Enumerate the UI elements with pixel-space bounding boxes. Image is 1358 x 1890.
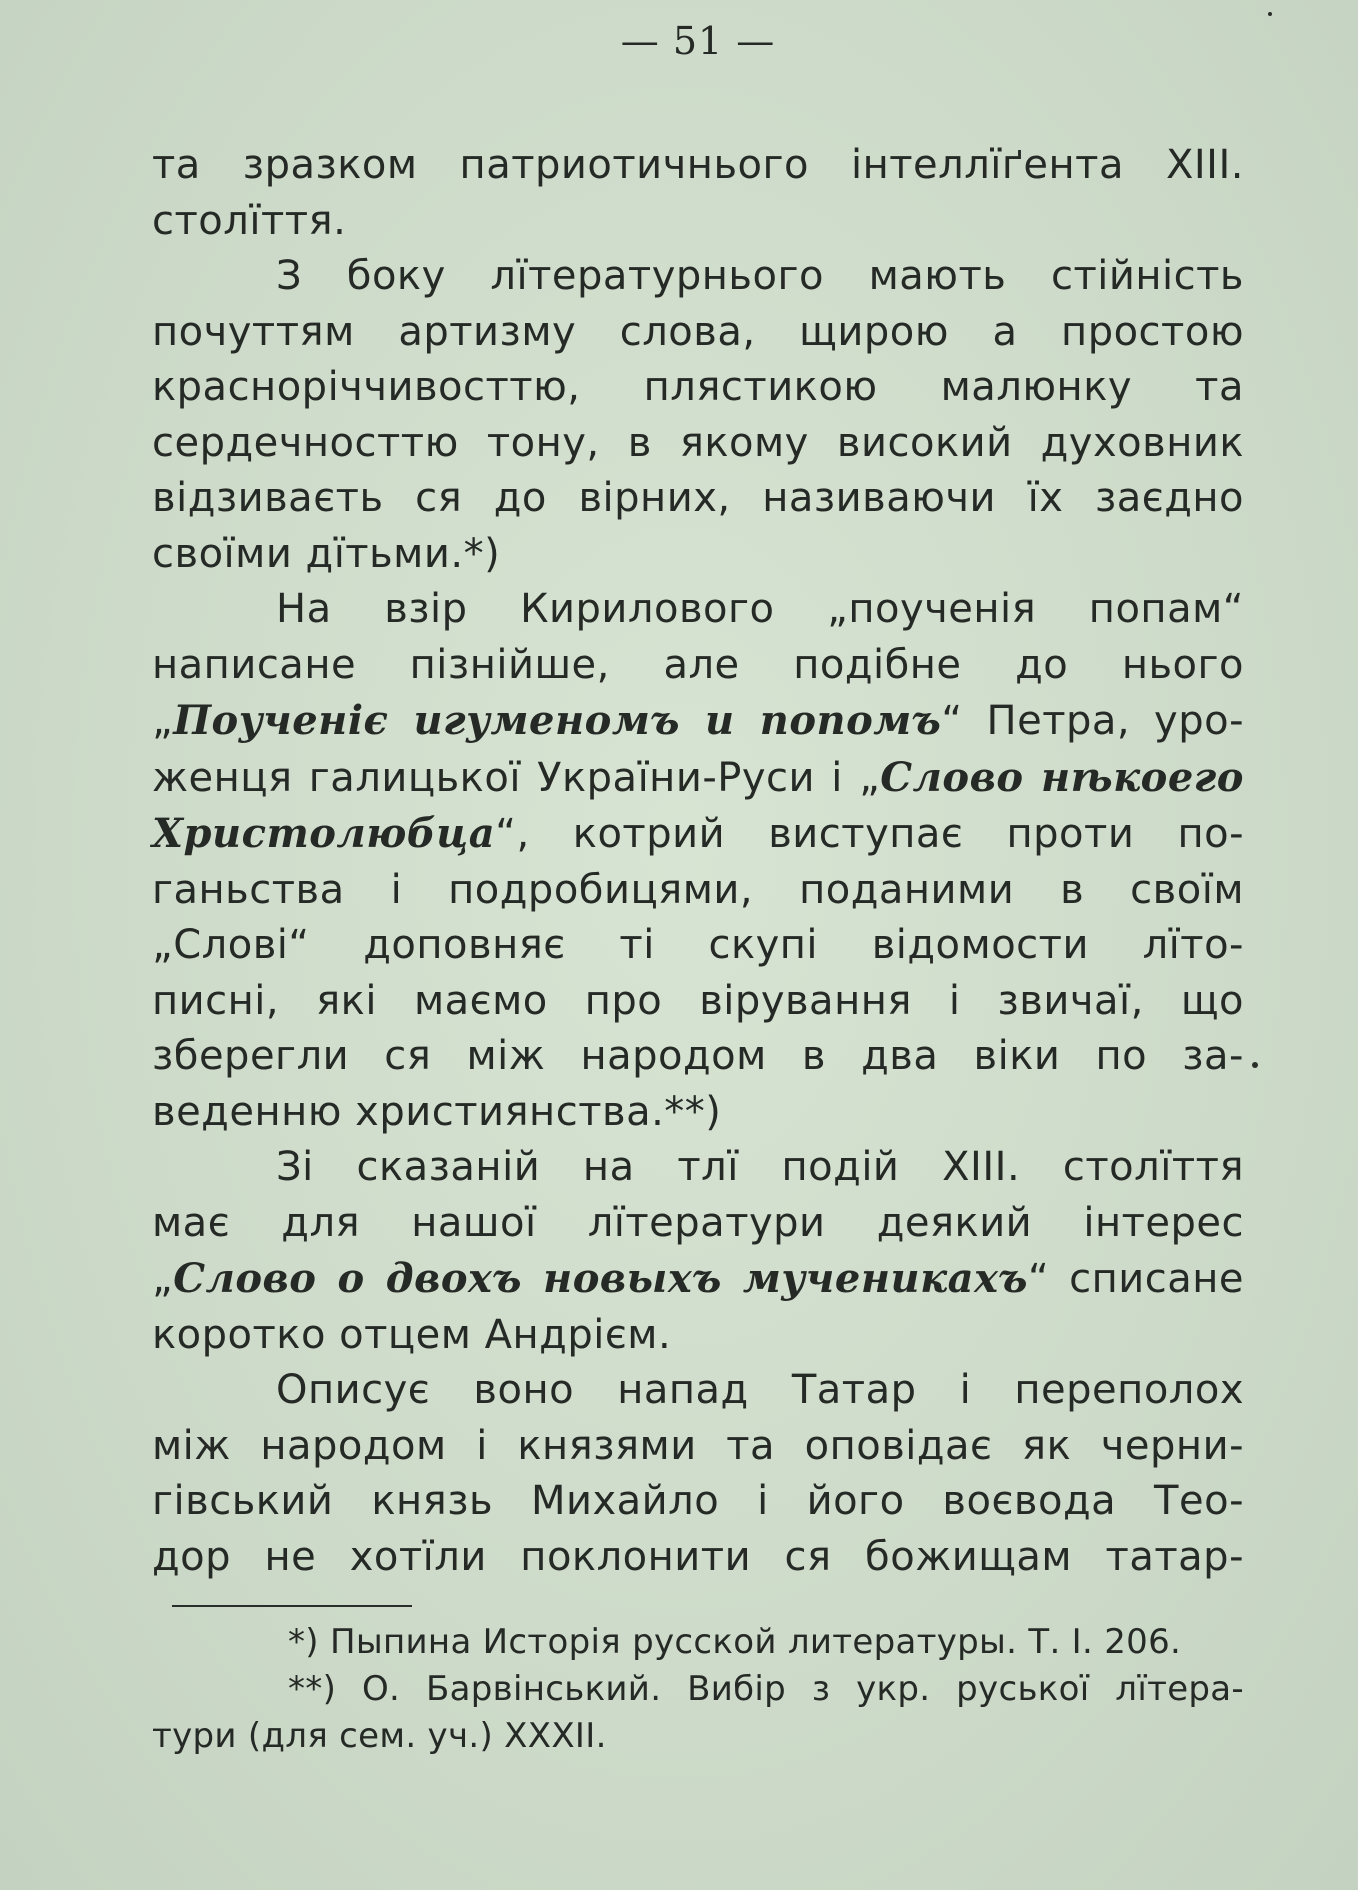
text-line: Христолюбца“, котрий виступає проти по- — [152, 810, 1244, 857]
text-line: писні, які маємо про вірування і звичаї, що — [152, 977, 1244, 1024]
text-line: женця галицької України-Руси і „Слово нѣкоего — [152, 753, 1244, 801]
text-line: „Поученіє игуменомъ и попомъ“ Петра, уро- — [152, 697, 1244, 744]
text-line: „Слові“ доповняє ті скупі відомости лїто- — [152, 922, 1244, 968]
paragraph — [152, 249, 1244, 582]
italic-title: Слово о двохъ новыхъ мученикахъ — [173, 1255, 1029, 1302]
text-line: На взір Кирилового „поученія попам“ — [276, 586, 1244, 632]
footnotes — [152, 1619, 1244, 1760]
paragraph — [152, 582, 1244, 1140]
text-line: має для нашої лїтератури деякий інтерес — [152, 1199, 1244, 1246]
italic-title: Христолюбца — [152, 810, 496, 857]
footnote: *) Пыпина Исторія русской литературы. Т. І. 206. — [288, 1622, 1182, 1662]
text-line: дор не хотїли поклонити ся божищам татар- — [152, 1533, 1244, 1580]
text-line: красноріччивосттю, плястикою малюнку та — [152, 364, 1244, 410]
text-line: З боку лїтературнього мають стійність — [276, 253, 1244, 299]
italic-title: Слово нѣкоего — [880, 753, 1244, 801]
print-speck — [1252, 1062, 1258, 1068]
text-line: ганьства і подробицями, поданими в своїм — [152, 866, 1244, 913]
footnote-rule — [172, 1605, 412, 1607]
text-line: написане пізнійше, але подібне до нього — [152, 641, 1244, 688]
print-speck — [1268, 12, 1272, 16]
text-line: Описує воно напад Татар і переполох — [276, 1367, 1244, 1413]
text-line: сердечносттю тону, в якому високий духовник — [152, 419, 1244, 466]
footnote: **) О. Барвінський. Вибір з укр. руської лїтера- — [288, 1669, 1244, 1709]
paragraph — [152, 1140, 1244, 1363]
text-line: гівський князь Михайло і його воєвода Тео- — [152, 1478, 1244, 1524]
footnote: тури (для сем. уч.) XXXII. — [152, 1716, 607, 1756]
text-line: столїття. — [152, 197, 347, 244]
paragraph — [152, 138, 1244, 249]
page-number: — 51 — — [620, 19, 776, 63]
text-line: своїми дїтьми.*) — [152, 530, 501, 577]
text-line: між народом і князями та оповідає як черни- — [152, 1422, 1244, 1469]
main-text — [152, 138, 1244, 1585]
paragraph — [152, 1363, 1244, 1585]
text-line: почуттям артизму слова, щирою а простою — [152, 308, 1244, 355]
text-line: зберегли ся між народом в два віки по за- — [152, 1033, 1244, 1079]
text-line: відзиваєть ся до вірних, називаючи їх заєдно — [152, 475, 1244, 521]
text-line: веденню християнства.**) — [152, 1088, 722, 1135]
text-line: Зі сказаній на тлї подій XIII. столїття — [276, 1144, 1244, 1190]
text-line: „Слово о двохъ новыхъ мученикахъ“ списане — [152, 1255, 1244, 1302]
italic-title: Поученіє игуменомъ и попомъ — [173, 697, 942, 744]
text-line: коротко отцем Андрієм. — [152, 1311, 672, 1358]
text-line: та зразком патриотичнього інтеллїґента ХІІІ. — [152, 142, 1244, 188]
page-content — [152, 18, 1244, 1760]
